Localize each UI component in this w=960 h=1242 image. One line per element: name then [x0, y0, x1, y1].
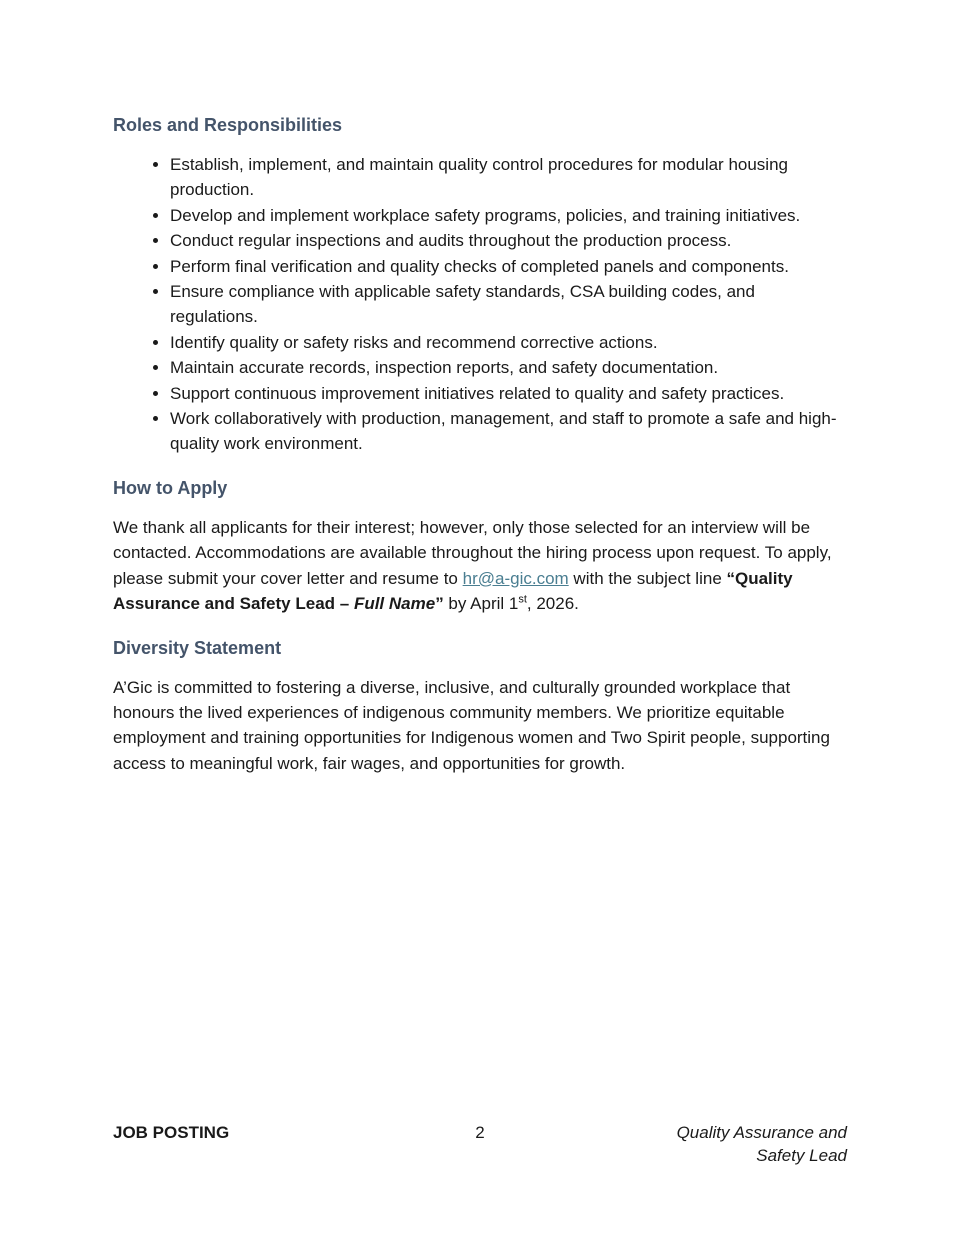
list-item: • Conduct regular inspections and audits throughout the production process.: [170, 228, 847, 253]
subject-line-full-name: Full Name: [353, 594, 436, 614]
subject-line-bold: “Quality Assurance and Safety Lead –: [113, 568, 793, 614]
apply-date-prefix: by April 1: [443, 594, 519, 614]
diversity-heading: Diversity Statement: [113, 637, 282, 658]
how-to-apply-paragraph: [113, 515, 847, 617]
roles-heading: Roles and Responsibilities: [113, 115, 343, 135]
diversity-paragraph: A’Gic is committed to fostering a diverse, inclusive, and culturally grounded workplace that honours the lived experiences of indigenous community members. We prioritize equitable employment and training opportunities for Indigenous women and Two Spirit people, supporting access to meaningful work, fair wages, and opportunities for growth.: [113, 677, 830, 773]
apply-text-after-link: with the subject line: [568, 568, 727, 588]
footer-job-title: Quality Assurance and Safety Lead: [676, 1123, 847, 1165]
page-footer: [113, 1122, 847, 1167]
how-to-apply-heading: How to Apply: [113, 477, 228, 498]
footer-document-title: JOB POSTING: [113, 1123, 230, 1142]
list-item: • Ensure compliance with applicable safety standards, CSA building codes, and regulations.: [170, 279, 847, 330]
list-item: • Perform final verification and quality checks of completed panels and components.: [170, 254, 847, 279]
list-item: • Maintain accurate records, inspection reports, and safety documentation.: [170, 355, 847, 380]
list-item: • Identify quality or safety risks and recommend corrective actions.: [170, 330, 847, 355]
list-item: • Develop and implement workplace safety programs, policies, and training initiatives.: [170, 203, 847, 228]
roles-bullet-list: [113, 152, 847, 457]
list-item: • Establish, implement, and maintain quality control procedures for modular housing production.: [170, 152, 847, 203]
apply-date-suffix: , 2026.: [526, 594, 579, 614]
list-item: • Work collaboratively with production, management, and staff to promote a safe and high-quality work environment.: [170, 406, 847, 457]
apply-text-intro: We thank all applicants for their interest; however, only those selected for an interview will be contacted. Accommodations are available throughout the hiring process upon request. To apply, please submit your cover letter and resume to: [113, 517, 832, 588]
footer-page-number: 2: [475, 1123, 485, 1142]
email-link[interactable]: hr@a-gic.com: [462, 568, 569, 588]
list-item: • Support continuous improvement initiatives related to quality and safety practices.: [170, 381, 847, 406]
date-ordinal-superscript: st: [518, 593, 527, 606]
subject-line-close-quote: ”: [435, 594, 444, 614]
